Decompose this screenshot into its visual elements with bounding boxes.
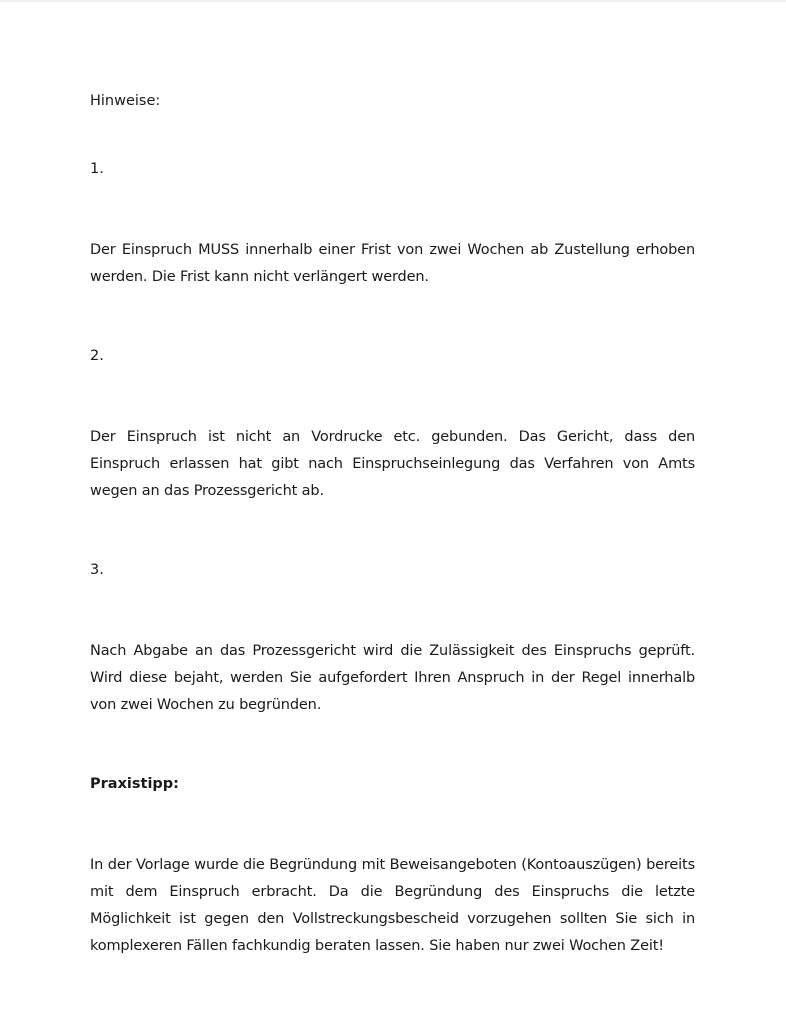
item-number-3: 3.	[90, 562, 104, 578]
item-number-2: 2.	[90, 348, 104, 364]
page-top-edge	[0, 0, 786, 2]
notes-heading: Hinweise:	[90, 93, 161, 109]
tip-heading: Praxistipp:	[90, 776, 179, 792]
document-page	[90, 88, 695, 960]
item-number-1: 1.	[90, 161, 104, 177]
tip-text: In der Vorlage wurde die Begründung mit Beweisangeboten (Kontoauszügen) bereits mit dem Einspruch erbracht. Da die Begründung des Einspruchs die letzte Möglichkeit ist gegen den Vollstreckungsbescheid vorzugehen sollten Sie sich in komplexeren Fällen fachkundig beraten lassen. Sie haben nur zwei Wochen Zeit!	[90, 857, 695, 954]
item-text-3: Nach Abgabe an das Prozessgericht wird die Zulässigkeit des Einspruchs geprüft. Wird diese bejaht, werden Sie aufgefordert Ihren Anspruch in der Regel innerhalb von zwei Wochen zu begründen.	[90, 643, 695, 713]
item-text-2: Der Einspruch ist nicht an Vordrucke etc. gebunden. Das Gericht, dass den Einspruch erlassen hat gibt nach Einspruchseinlegung das Verfahren von Amts wegen an das Prozessgericht ab.	[90, 429, 695, 499]
item-text-1: Der Einspruch MUSS innerhalb einer Frist von zwei Wochen ab Zustellung erhoben werden. Die Frist kann nicht verlängert werden.	[90, 242, 695, 285]
